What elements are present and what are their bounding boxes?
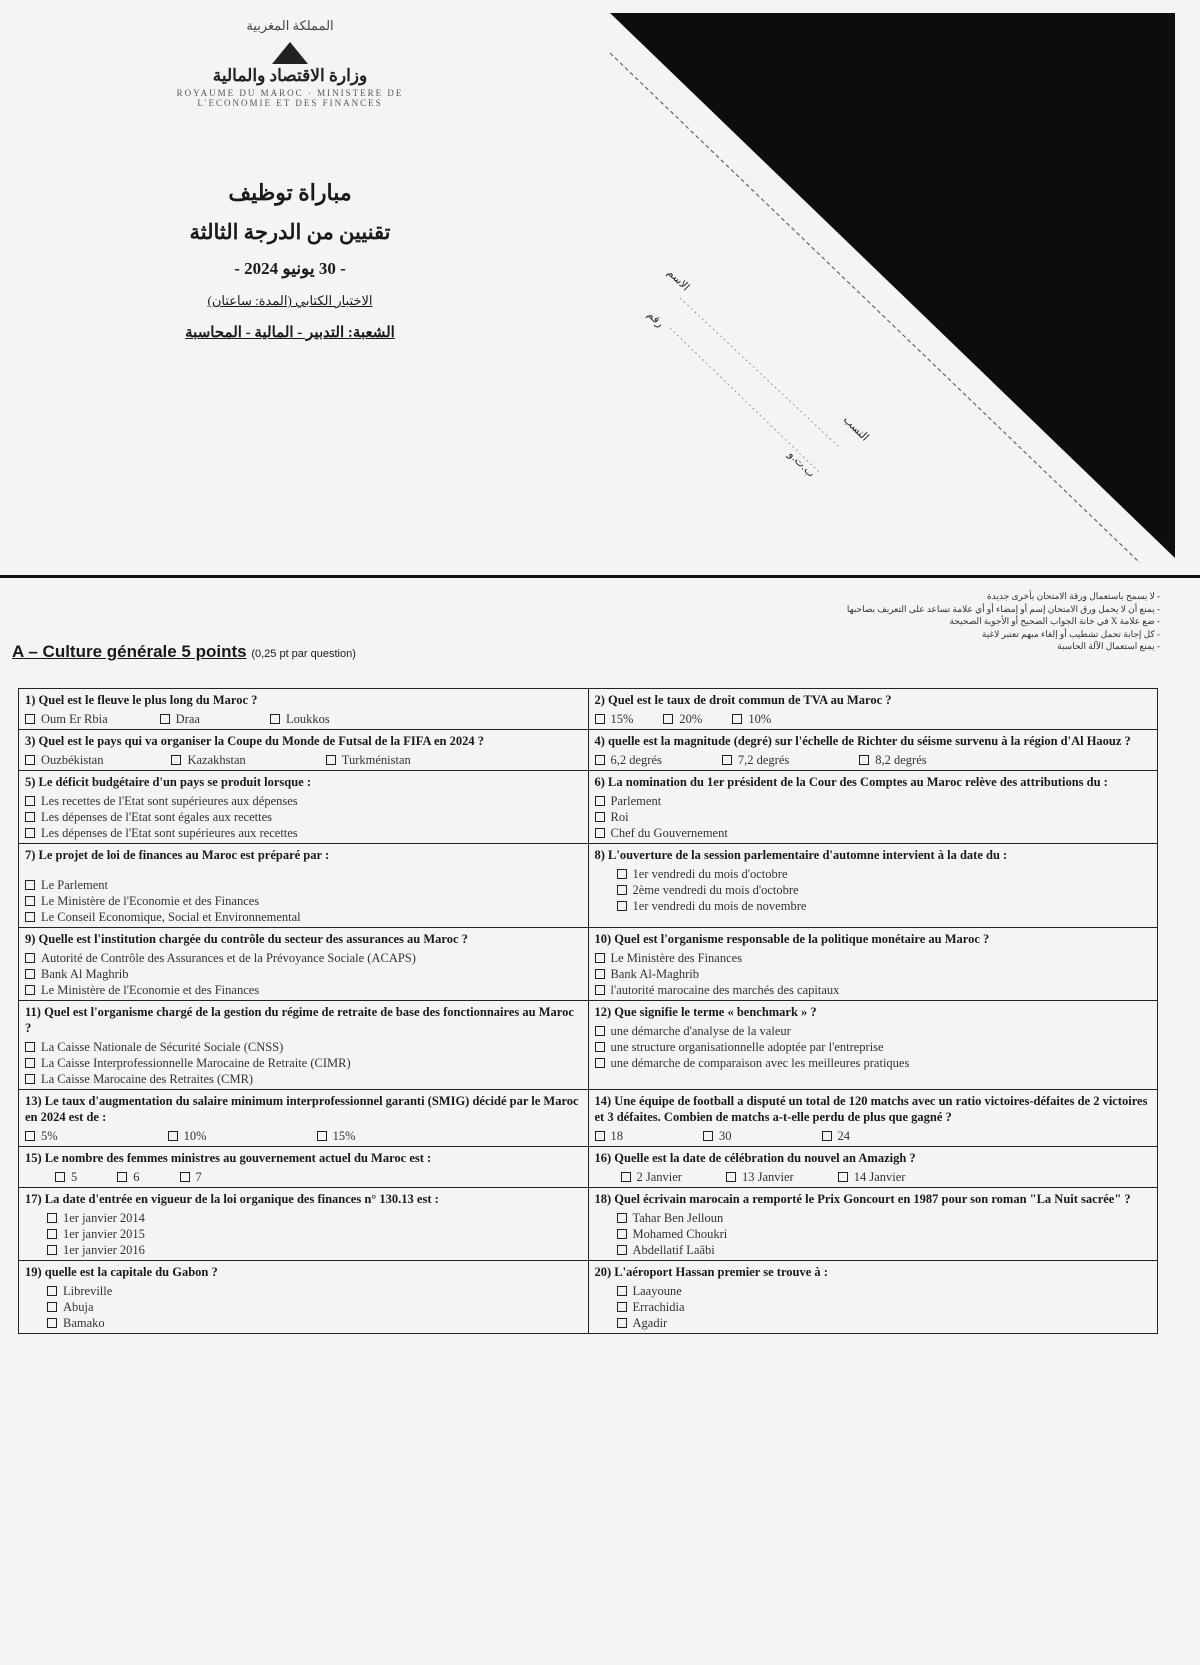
option[interactable]: Tahar Ben Jelloun: [617, 1210, 1152, 1226]
question-text: 13) Le taux d'augmentation du salaire minimum interprofessionnel garanti (SMIG) décidé par le Maroc en 2024 est de :: [25, 1094, 579, 1124]
question-row: [19, 1090, 1158, 1147]
question-18: [589, 1188, 1159, 1260]
option[interactable]: Draa: [160, 711, 200, 727]
question-8: [589, 844, 1159, 927]
checkbox-icon[interactable]: [180, 1172, 190, 1182]
checkbox-icon[interactable]: [25, 969, 35, 979]
question-6: [589, 771, 1159, 843]
question-row: [19, 1147, 1158, 1188]
option-group: [595, 1283, 1152, 1331]
question-4: [589, 730, 1159, 770]
option[interactable]: Les dépenses de l'Etat sont égales aux recettes: [25, 809, 582, 825]
question-text: 12) Que signifie le terme « benchmark » ?: [594, 1005, 817, 1019]
question-12: [589, 1001, 1159, 1089]
checkbox-icon[interactable]: [595, 985, 605, 995]
checkbox-icon[interactable]: [595, 969, 605, 979]
option[interactable]: Bank Al-Maghrib: [595, 966, 1152, 982]
option[interactable]: 7: [180, 1169, 202, 1185]
question-text: 19) quelle est la capitale du Gabon ?: [25, 1265, 218, 1279]
option-group: [25, 711, 582, 727]
checkbox-icon[interactable]: [732, 714, 742, 724]
question-10: [589, 928, 1159, 1000]
option[interactable]: 1er vendredi du mois d'octobre: [617, 866, 1152, 882]
checkbox-icon[interactable]: [25, 985, 35, 995]
fold-label-number: رقم: [644, 308, 666, 330]
checkbox-icon[interactable]: [595, 812, 605, 822]
question-row: [19, 1001, 1158, 1090]
checkbox-icon[interactable]: [595, 796, 605, 806]
option[interactable]: Bank Al Maghrib: [25, 966, 582, 982]
option-group: [25, 1210, 582, 1258]
question-7: [19, 844, 589, 927]
question-row: [19, 730, 1158, 771]
section-heading: [12, 642, 356, 662]
checkbox-icon[interactable]: [621, 1172, 631, 1182]
question-text: 14) Une équipe de football a disputé un total de 120 matchs avec un ratio victoires-défaites de 2 victoires et 3 défaites. Combien de matchs a-t-elle perdu de plus que gagné ?: [594, 1094, 1148, 1124]
option[interactable]: La Caisse Nationale de Sécurité Sociale (CNSS): [25, 1039, 582, 1055]
option[interactable]: 10%: [168, 1128, 207, 1144]
checkbox-icon[interactable]: [617, 1318, 627, 1328]
question-9: [19, 928, 589, 1000]
checkbox-icon[interactable]: [595, 1042, 605, 1052]
option[interactable]: 2 Janvier: [621, 1169, 682, 1185]
option[interactable]: Chef du Gouvernement: [595, 825, 1152, 841]
checkbox-icon[interactable]: [25, 1074, 35, 1084]
checkbox-icon[interactable]: [25, 953, 35, 963]
option[interactable]: 6: [117, 1169, 139, 1185]
option-group: [595, 752, 1152, 768]
checkbox-icon[interactable]: [726, 1172, 736, 1182]
checkbox-icon[interactable]: [595, 714, 605, 724]
question-14: [589, 1090, 1159, 1146]
question-row: [19, 689, 1158, 730]
option-group: [595, 866, 1152, 914]
exam-test-type: الاختبار الكتابي (المدة: ساعتان): [207, 293, 373, 308]
fold-label-name: الاسم: [664, 266, 692, 294]
question-11: [19, 1001, 589, 1089]
option[interactable]: 5: [55, 1169, 77, 1185]
question-20: [589, 1261, 1159, 1333]
checkbox-icon[interactable]: [838, 1172, 848, 1182]
option-group: [25, 877, 582, 925]
option[interactable]: Ouzbékistan: [25, 752, 103, 768]
option[interactable]: une démarche de comparaison avec les meilleures pratiques: [595, 1055, 1152, 1071]
option[interactable]: 6,2 degrés: [595, 752, 662, 768]
option[interactable]: Loukkos: [270, 711, 330, 727]
checkbox-icon[interactable]: [617, 901, 627, 911]
checkbox-icon[interactable]: [55, 1172, 65, 1182]
ministry-name: وزارة الاقتصاد والمالية: [212, 66, 368, 85]
option[interactable]: Mohamed Choukri: [617, 1226, 1152, 1242]
option[interactable]: Le Ministère de l'Economie et des Finances: [25, 982, 582, 998]
checkbox-icon[interactable]: [47, 1286, 57, 1296]
question-text: 20) L'aéroport Hassan premier se trouve à :: [594, 1265, 828, 1279]
question-15: [19, 1147, 589, 1187]
option[interactable]: 1er janvier 2014: [47, 1210, 582, 1226]
exam-grade: تقنيين من الدرجة الثالثة: [189, 220, 391, 244]
checkbox-icon[interactable]: [270, 714, 280, 724]
instruction-line: - كل إجابة تحمل تشطيب أو إلغاء مبهم تعتبر لاغية: [982, 628, 1160, 639]
question-16: [589, 1147, 1159, 1187]
fold-label-family: النسب: [840, 413, 871, 444]
option-group: [25, 1169, 582, 1185]
option-group: [595, 950, 1152, 998]
checkbox-icon[interactable]: [722, 755, 732, 765]
checkbox-icon[interactable]: [47, 1302, 57, 1312]
section-points-note: (0,25 pt par question): [251, 648, 356, 660]
checkbox-icon[interactable]: [617, 1302, 627, 1312]
emblem-icon: [272, 42, 308, 64]
option[interactable]: 14 Janvier: [838, 1169, 906, 1185]
question-text: 6) La nomination du 1er président de la Cour des Comptes au Maroc relève des attributions du :: [594, 775, 1108, 789]
checkbox-icon[interactable]: [25, 755, 35, 765]
question-text: 11) Quel est l'organisme chargé de la gestion du régime de retraite de base des fonctionnaires au Maroc ?: [25, 1005, 574, 1035]
option-group: [25, 1039, 582, 1087]
kingdom-name: المملكة المغربية: [246, 18, 334, 33]
question-row: [19, 844, 1158, 928]
option[interactable]: une démarche d'analyse de la valeur: [595, 1023, 1152, 1039]
option[interactable]: l'autorité marocaine des marchés des capitaux: [595, 982, 1152, 998]
option[interactable]: 5%: [25, 1128, 58, 1144]
option[interactable]: 18: [595, 1128, 624, 1144]
exam-instructions: [690, 590, 1160, 653]
checkbox-icon[interactable]: [25, 714, 35, 724]
checkbox-icon[interactable]: [160, 714, 170, 724]
option[interactable]: 13 Janvier: [726, 1169, 794, 1185]
checkbox-icon[interactable]: [617, 885, 627, 895]
checkbox-icon[interactable]: [25, 912, 35, 922]
question-5: [19, 771, 589, 843]
checkbox-icon[interactable]: [595, 1058, 605, 1068]
ministry-logo: [150, 18, 430, 108]
checkbox-icon[interactable]: [317, 1131, 327, 1141]
option-group: [25, 793, 582, 841]
checkbox-icon[interactable]: [326, 755, 336, 765]
checkbox-icon[interactable]: [25, 828, 35, 838]
checkbox-icon[interactable]: [25, 1131, 35, 1141]
option-group: [595, 1023, 1152, 1071]
question-text: 9) Quelle est l'institution chargée du contrôle du secteur des assurances au Maroc ?: [25, 932, 468, 946]
exam-title: مباراة توظيف: [228, 180, 352, 205]
option-group: [25, 950, 582, 998]
option[interactable]: 1er janvier 2016: [47, 1242, 582, 1258]
option-group: [25, 752, 582, 768]
question-row: [19, 771, 1158, 844]
instruction-line: - ضع علامة X في خانة الجواب الصحيح أو الأجوبة الصحيحة: [949, 616, 1160, 626]
checkbox-icon[interactable]: [25, 1042, 35, 1052]
option[interactable]: Le Ministère de l'Economie et des Finances: [25, 893, 582, 909]
checkbox-icon[interactable]: [47, 1318, 57, 1328]
option-group: [25, 1128, 582, 1144]
anonymity-fold-corner: [600, 8, 1180, 563]
option[interactable]: Roi: [595, 809, 1152, 825]
option[interactable]: Abdellatif Laâbi: [617, 1242, 1152, 1258]
question-text: 15) Le nombre des femmes ministres au gouvernement actuel du Maroc est :: [25, 1151, 432, 1165]
option[interactable]: Laayoune: [617, 1283, 1152, 1299]
option[interactable]: 1er vendredi du mois de novembre: [617, 898, 1152, 914]
option[interactable]: 2ème vendredi du mois d'octobre: [617, 882, 1152, 898]
option[interactable]: La Caisse Marocaine des Retraites (CMR): [25, 1071, 582, 1087]
fold-label-cin: ب.ت.و: [785, 448, 818, 480]
question-text: 7) Le projet de loi de finances au Maroc est préparé par :: [25, 848, 330, 862]
question-text: 18) Quel écrivain marocain a remporté le Prix Goncourt en 1987 pour son roman "La Nuit sacrée" ?: [594, 1192, 1131, 1206]
checkbox-icon[interactable]: [25, 1058, 35, 1068]
checkbox-icon[interactable]: [595, 755, 605, 765]
option-group: [595, 1210, 1152, 1258]
option[interactable]: Libreville: [47, 1283, 582, 1299]
question-17: [19, 1188, 589, 1260]
option[interactable]: 10%: [732, 711, 771, 727]
question-text: 3) Quel est le pays qui va organiser la Coupe du Monde de Futsal de la FIFA en 2024 ?: [25, 734, 484, 748]
option[interactable]: Parlement: [595, 793, 1152, 809]
option[interactable]: 1er janvier 2015: [47, 1226, 582, 1242]
question-3: [19, 730, 589, 770]
ministry-name-fr: ROYAUME DU MAROC · MINISTERE DE L'ECONOMIE ET DES FINANCES: [176, 88, 404, 108]
option[interactable]: 20%: [663, 711, 702, 727]
option[interactable]: 7,2 degrés: [722, 752, 789, 768]
checkbox-icon[interactable]: [117, 1172, 127, 1182]
checkbox-icon[interactable]: [617, 1286, 627, 1296]
checkbox-icon[interactable]: [617, 869, 627, 879]
exam-info: [130, 180, 450, 356]
instruction-line: - يمنع أن لا يحمل ورق الامتحان إسم أو إمضاء أو أي علامة تساعد على التعريف بصاحبها: [846, 603, 1160, 614]
checkbox-icon[interactable]: [617, 1229, 627, 1239]
page-divider: [0, 575, 1200, 578]
checkbox-icon[interactable]: [47, 1229, 57, 1239]
exam-branch: الشعبة: التدبير - المالية - المحاسبة: [185, 325, 395, 341]
checkbox-icon[interactable]: [171, 755, 181, 765]
option[interactable]: Le Conseil Economique, Social et Environnemental: [25, 909, 582, 925]
checkbox-icon[interactable]: [47, 1213, 57, 1223]
question-text: 5) Le déficit budgétaire d'un pays se produit lorsque :: [25, 775, 312, 789]
checkbox-icon[interactable]: [595, 953, 605, 963]
option[interactable]: Bamako: [47, 1315, 582, 1331]
question-text: 1) Quel est le fleuve le plus long du Maroc ?: [25, 693, 258, 707]
checkbox-icon[interactable]: [822, 1131, 832, 1141]
option[interactable]: Le Ministère des Finances: [595, 950, 1152, 966]
option[interactable]: 15%: [595, 711, 634, 727]
option[interactable]: Abuja: [47, 1299, 582, 1315]
option-group: [25, 1283, 582, 1331]
question-row: [19, 1188, 1158, 1261]
option-group: [595, 711, 1152, 727]
option[interactable]: Les dépenses de l'Etat sont supérieures aux recettes: [25, 825, 582, 841]
question-text: 10) Quel est l'organisme responsable de la politique monétaire au Maroc ?: [594, 932, 990, 946]
option[interactable]: Oum Er Rbia: [25, 711, 108, 727]
instruction-line: - يمنع استعمال الآلة الحاسبة: [1057, 641, 1160, 651]
question-row: [19, 928, 1158, 1001]
section-title: A – Culture générale 5 points: [12, 642, 247, 661]
checkbox-icon[interactable]: [663, 714, 673, 724]
question-19: [19, 1261, 589, 1333]
option[interactable]: Agadir: [617, 1315, 1152, 1331]
checkbox-icon[interactable]: [25, 812, 35, 822]
option-group: [595, 1128, 1152, 1144]
option[interactable]: Kazakhstan: [171, 752, 245, 768]
question-2: [589, 689, 1159, 729]
option[interactable]: 8,2 degrés: [859, 752, 926, 768]
question-1: [19, 689, 589, 729]
option[interactable]: Autorité de Contrôle des Assurances et de la Prévoyance Sociale (ACAPS): [25, 950, 582, 966]
option[interactable]: Le Parlement: [25, 877, 582, 893]
checkbox-icon[interactable]: [617, 1213, 627, 1223]
questions-grid: [18, 688, 1158, 1334]
checkbox-icon[interactable]: [168, 1131, 178, 1141]
checkbox-icon[interactable]: [25, 880, 35, 890]
instruction-line: - لا يسمح باستعمال ورقة الامتحان بأخرى جديدة: [987, 591, 1160, 601]
exam-date: - 30 يونيو 2024 -: [234, 259, 346, 278]
option[interactable]: Errachidia: [617, 1299, 1152, 1315]
checkbox-icon[interactable]: [25, 896, 35, 906]
question-row: [19, 1261, 1158, 1334]
question-text: 8) L'ouverture de la session parlementaire d'automne intervient à la date du :: [594, 848, 1008, 862]
option[interactable]: 15%: [317, 1128, 356, 1144]
option[interactable]: Turkménistan: [326, 752, 411, 768]
question-text: 2) Quel est le taux de droit commun de TVA au Maroc ?: [594, 693, 892, 707]
checkbox-icon[interactable]: [859, 755, 869, 765]
option[interactable]: Les recettes de l'Etat sont supérieures aux dépenses: [25, 793, 582, 809]
checkbox-icon[interactable]: [703, 1131, 713, 1141]
checkbox-icon[interactable]: [595, 1026, 605, 1036]
option-group: [595, 1169, 1152, 1185]
option[interactable]: La Caisse Interprofessionnelle Marocaine de Retraite (CIMR): [25, 1055, 582, 1071]
checkbox-icon[interactable]: [617, 1245, 627, 1255]
option-group: [595, 793, 1152, 841]
checkbox-icon[interactable]: [595, 1131, 605, 1141]
question-text: 16) Quelle est la date de célébration du nouvel an Amazigh ?: [594, 1151, 916, 1165]
question-text: 17) La date d'entrée en vigueur de la loi organique des finances n° 130.13 est :: [25, 1192, 439, 1206]
option[interactable]: 24: [822, 1128, 851, 1144]
option[interactable]: 30: [703, 1128, 732, 1144]
checkbox-icon[interactable]: [47, 1245, 57, 1255]
checkbox-icon[interactable]: [595, 828, 605, 838]
question-text: 4) quelle est la magnitude (degré) sur l'échelle de Richter du séisme survenu à la région d'Al Haouz ?: [594, 734, 1131, 748]
option[interactable]: une structure organisationnelle adoptée par l'entreprise: [595, 1039, 1152, 1055]
checkbox-icon[interactable]: [25, 796, 35, 806]
question-13: [19, 1090, 589, 1146]
